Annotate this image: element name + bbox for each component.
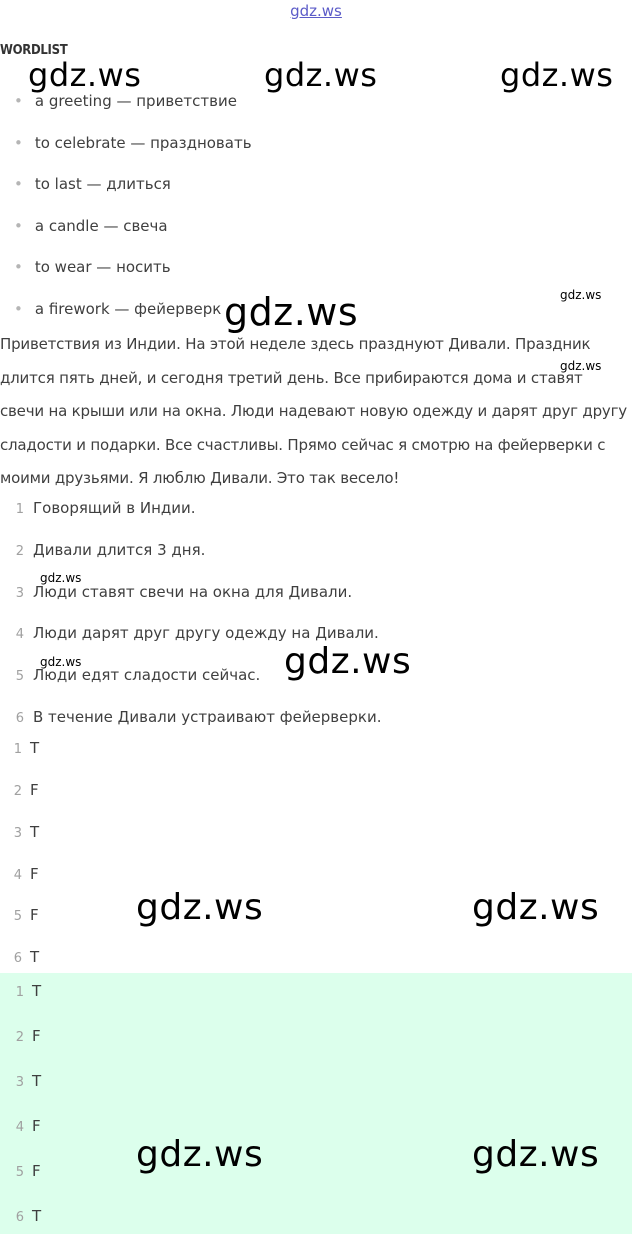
watermark: gdz.ws: [472, 887, 600, 928]
bullet-icon: •: [14, 258, 23, 276]
highlighted-answers: [0, 973, 632, 1234]
paragraph-line: сладости и подарки. Все счастливы. Прямо сейчас я смотрю на фейерверки с: [0, 435, 606, 454]
question-item: 3 Люди ставят свечи на окна для Дивали.: [15, 583, 353, 601]
bullet-icon: •: [14, 300, 23, 318]
watermark: gdz.ws: [264, 56, 378, 94]
watermark: gdz.ws: [40, 655, 82, 669]
wordlist-item: • to last — длиться: [14, 175, 171, 193]
bullet-icon: •: [14, 217, 23, 235]
wordlist-item: • a greeting — приветствие: [14, 92, 237, 110]
watermark: gdz.ws: [500, 56, 614, 94]
wordlist-item: • a candle — свеча: [14, 217, 168, 235]
question-item: 6 В течение Дивали устраивают фейерверки.: [15, 708, 382, 726]
answer-item: 2 F: [13, 781, 39, 799]
paragraph-line: длится пять дней, и сегодня третий день. Все прибираются дома и ставят: [0, 368, 583, 387]
site-link[interactable]: gdz.ws: [290, 2, 342, 20]
wordlist-item: • a firework — фейерверк: [14, 300, 222, 318]
text-paragraph: [0, 328, 632, 496]
bullet-icon: •: [14, 134, 23, 152]
watermark: gdz.ws: [40, 571, 82, 585]
question-item: 4 Люди дарят друг другу одежду на Дивали.: [15, 624, 379, 642]
watermark: gdz.ws: [136, 1134, 264, 1175]
watermark: gdz.ws: [560, 288, 602, 302]
bullet-icon: •: [14, 92, 23, 110]
answer-item: 6 T: [13, 948, 40, 966]
answer-item: 1 T: [13, 739, 40, 757]
highlighted-answer-item: 2 F: [15, 1027, 41, 1045]
question-item: 2 Дивали длится 3 дня.: [15, 541, 206, 559]
watermark: gdz.ws: [224, 290, 359, 334]
highlighted-answer-item: 5 F: [15, 1162, 41, 1180]
wordlist-heading: WORDLIST: [0, 43, 68, 58]
answer-item: 4 F: [13, 865, 39, 883]
wordlist-item: • to wear — носить: [14, 258, 171, 276]
question-item: 5 Люди едят сладости сейчас.: [15, 666, 261, 684]
highlighted-answer-item: 1 T: [15, 982, 42, 1000]
paragraph-line: свечи на крыши или на окна. Люди надевают новую одежду и дарят друг другу: [0, 402, 627, 420]
watermark: gdz.ws: [560, 359, 602, 373]
watermark: gdz.ws: [136, 887, 264, 928]
wordlist-item: • to celebrate — праздновать: [14, 134, 252, 152]
watermark: gdz.ws: [284, 641, 412, 682]
highlighted-answer-item: 3 T: [15, 1072, 42, 1090]
answer-item: 3 T: [13, 823, 40, 841]
watermark: gdz.ws: [472, 1134, 600, 1175]
question-item: 1 Говорящий в Индии.: [15, 499, 196, 517]
paragraph-line: моими друзьями. Я люблю Дивали. Это так весело!: [0, 469, 400, 487]
answer-item: 5 F: [13, 906, 39, 924]
paragraph-line: Приветствия из Индии. На этой неделе здесь празднуют Дивали. Праздник: [0, 335, 591, 353]
highlighted-answer-item: 6 T: [15, 1207, 42, 1225]
watermark: gdz.ws: [28, 56, 142, 94]
bullet-icon: •: [14, 175, 23, 193]
highlighted-answer-item: 4 F: [15, 1117, 41, 1135]
